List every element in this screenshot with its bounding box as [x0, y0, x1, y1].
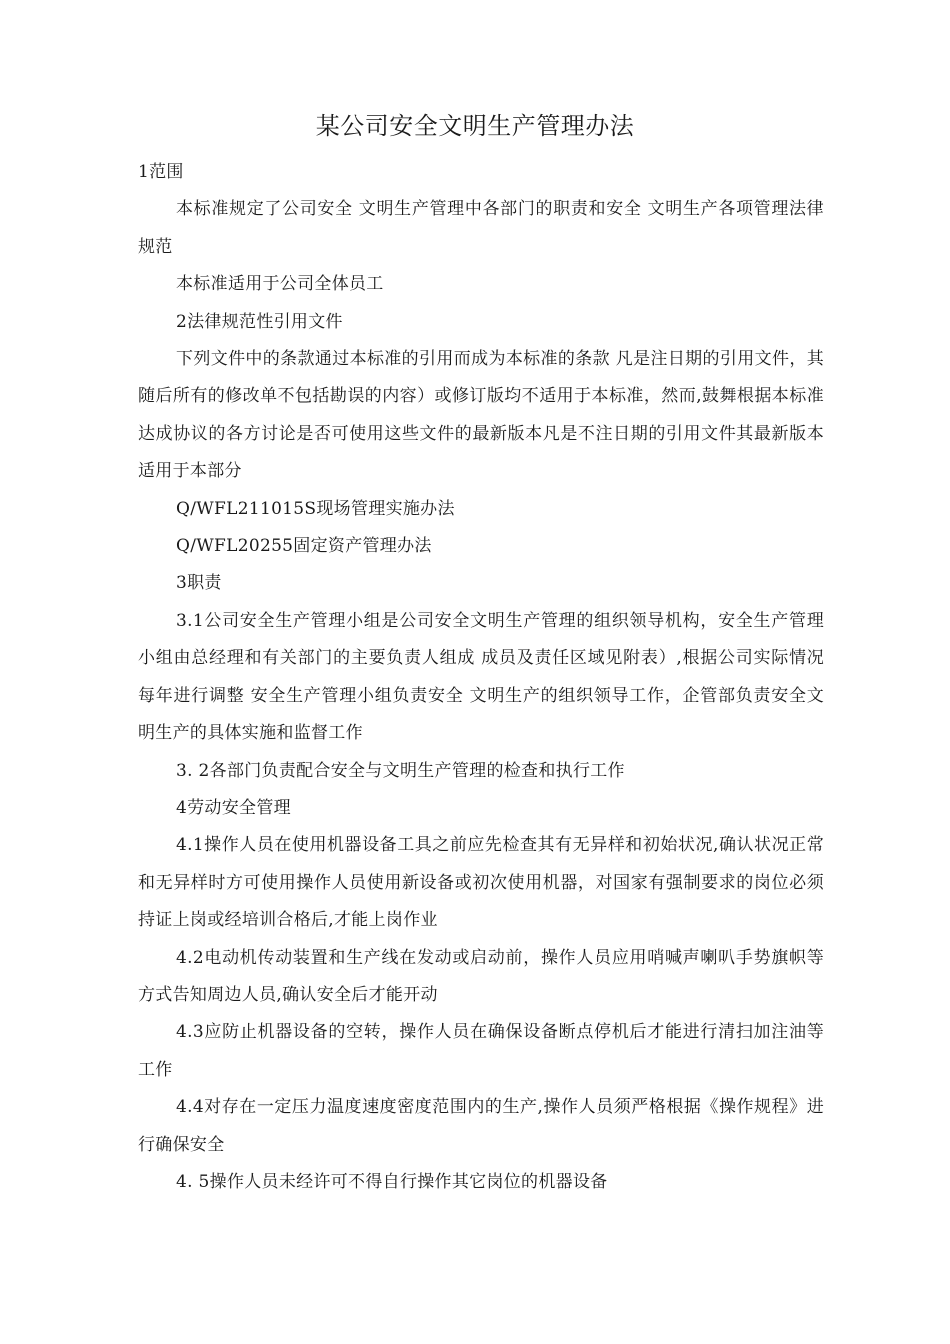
paragraph: 4.2电动机传动装置和生产线在发动或启动前，操作人员应用哨喊声喇叭手势旗帜等方式告知周边人员,确认安全后才能开动 [138, 947, 824, 1005]
document-body [138, 154, 824, 1201]
paragraph: 4.4对存在一定压力温度速度密度范围内的生产,操作人员须严格根据《操作规程》进行确保安全 [138, 1097, 824, 1155]
paragraph: 4劳动安全管理 [176, 797, 291, 818]
paragraph: 3职责 [176, 573, 222, 594]
paragraph: 4.1操作人员在使用机器设备工具之前应先检查其有无异样和初始状况,确认状况正常和无异样时方可使用操作人员使用新设备或初次使用机器，对国家有强制要求的岗位必须持证上岗或经培训合格后,才能上岗作业 [138, 835, 824, 931]
paragraph: 3.1公司安全生产管理小组是公司安全文明生产管理的组织领导机构，安全生产管理小组由总经理和有关部门的主要负责人组成 成员及责任区域见附表）,根据公司实际情况每年进行调整 安全生产管理小组负责安全 文明生产的组织领导工作，企管部负责安全文明生产的具体实施和监督工作 [138, 610, 824, 744]
paragraph: 2法律规范性引用文件 [176, 311, 343, 332]
paragraph: 1范围 [138, 162, 184, 182]
paragraph: 本标准规定了公司安全 文明生产管理中各部门的职责和安全 文明生产各项管理法律规范 [138, 199, 824, 257]
paragraph: 下列文件中的条款通过本标准的引用而成为本标准的条款 凡是注日期的引用文件，其随后所有的修改单不包括勘误的内容）或修订版均不适用于本标准，然而,鼓舞根据本标准达成协议的各方讨论是否可使用这些文件的最新版本凡是不注日期的引用文件其最新版本适用于本部分 [138, 349, 824, 482]
paragraph: 4. 5操作人员未经许可不得自行操作其它岗位的机器设备 [176, 1171, 608, 1192]
paragraph: Q/WFL211015S现场管理实施办法 [176, 498, 455, 519]
paragraph: 本标准适用于公司全体员工 [176, 274, 384, 295]
document-title: 某公司安全文明生产管理办法 [315, 112, 635, 140]
paragraph: Q/WFL20255固定资产管理办法 [176, 536, 432, 557]
paragraph: 3. 2各部门负责配合安全与文明生产管理的检查和执行工作 [176, 760, 625, 781]
paragraph: 4.3应防止机器设备的空转，操作人员在确保设备断点停机后才能进行清扫加注油等工作 [138, 1022, 824, 1080]
